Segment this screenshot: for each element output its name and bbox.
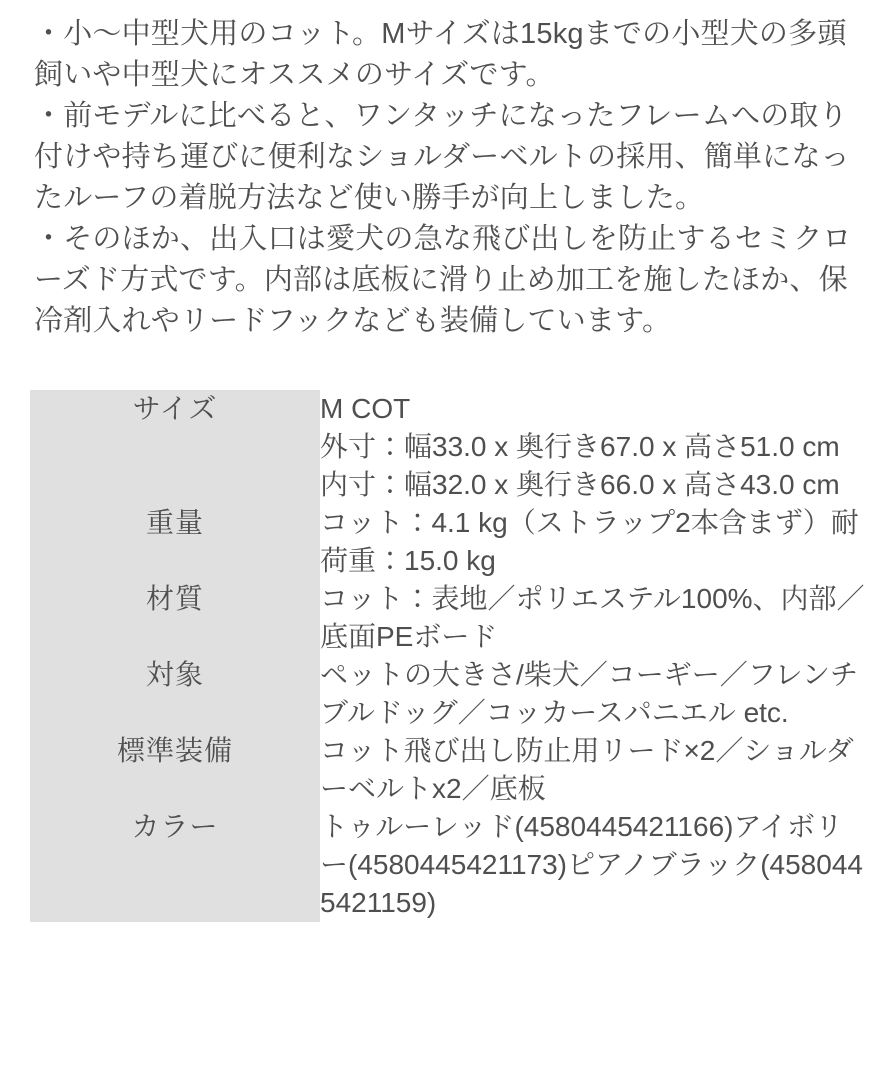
spec-label-color: カラー bbox=[30, 808, 320, 922]
description-block bbox=[0, 14, 888, 342]
spec-value-material: コット：表地／ポリエステル100%、内部／底面PEボード bbox=[320, 580, 870, 656]
spec-value-target: ペットの大きさ/柴犬／コーギー／フレンチブルドッグ／コッカースパニエル etc. bbox=[320, 656, 870, 732]
description-paragraph-2: ・前モデルに比べると、ワンタッチになったフレームへの取り付けや持ち運びに便利なショルダーベルトの採用、簡単になったルーフの着脱方法など使い勝手が向上しました。 bbox=[34, 100, 850, 214]
spec-table bbox=[30, 390, 870, 922]
top-spacer bbox=[0, 0, 888, 14]
table-row bbox=[30, 656, 870, 732]
spec-value-size: M COT 外寸：幅33.0 x 奥行き67.0 x 高さ51.0 cm 内寸：幅32.0 x 奥行き66.0 x 高さ43.0 cm bbox=[320, 390, 870, 504]
spec-value-weight: コット：4.1 kg（ストラップ2本含まず）耐荷重：15.0 kg bbox=[320, 504, 870, 580]
table-row bbox=[30, 390, 870, 504]
spec-table-wrapper bbox=[0, 390, 888, 922]
table-row bbox=[30, 732, 870, 808]
spec-label-weight: 重量 bbox=[30, 504, 320, 580]
spec-value-color: トゥルーレッド(4580445421166)アイボリー(4580445421173)ピアノブラック(4580445421159) bbox=[320, 808, 870, 922]
spec-label-size: サイズ bbox=[30, 390, 320, 504]
description-paragraph-3: ・そのほか、出入口は愛犬の急な飛び出しを防止するセミクローズド方式です。内部は底板に滑り止め加工を施したほか、保冷剤入れやリードフックなども装備しています。 bbox=[34, 223, 852, 337]
table-row bbox=[30, 580, 870, 656]
spec-label-material: 材質 bbox=[30, 580, 320, 656]
table-row bbox=[30, 504, 870, 580]
table-row bbox=[30, 808, 870, 922]
description-paragraph-1: ・小〜中型犬用のコット。Mサイズは15kgまでの小型犬の多頭飼いや中型犬にオススメのサイズです。 bbox=[34, 18, 847, 91]
spec-value-equipment: コット飛び出し防止用リード×2／ショルダーベルトx2／底板 bbox=[320, 732, 870, 808]
spec-label-target: 対象 bbox=[30, 656, 320, 732]
spec-label-equipment: 標準装備 bbox=[30, 732, 320, 808]
